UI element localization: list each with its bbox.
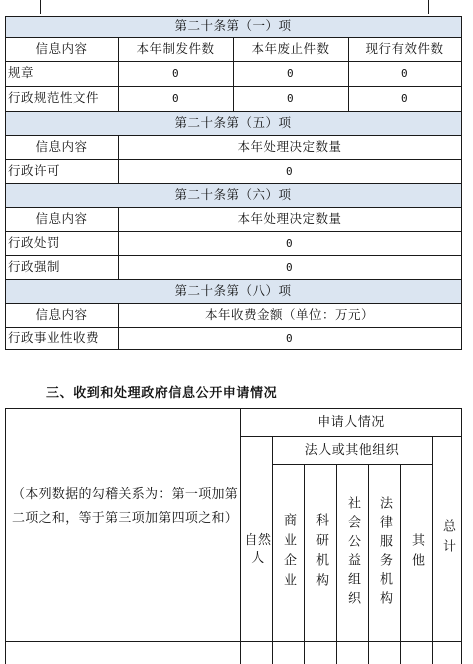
grid-h [5, 303, 462, 304]
lower-grid-v [432, 436, 433, 664]
lower-grid-v [336, 464, 337, 664]
section1-row1-label: 规章 [8, 65, 35, 81]
section1-row1-abolished: 0 [286, 67, 295, 80]
legal-org-header: 法人或其他组织 [304, 442, 400, 458]
grid-v [118, 207, 119, 279]
grid-h [5, 183, 462, 184]
other-header [400, 464, 432, 641]
section1-header-valid: 现行有效件数 [365, 40, 444, 56]
grid-v-outer-left [5, 16, 6, 350]
grid-v [233, 37, 234, 111]
grid-v-outer-right [461, 16, 462, 350]
top-strip-left [40, 0, 41, 14]
grid-h [5, 207, 462, 208]
section6-header-count: 本年处理决定数量 [237, 210, 342, 226]
total-header-text: 总计 [440, 518, 455, 559]
section1-header-issued: 本年制发件数 [136, 40, 215, 56]
natural-person-header: 自然人 [244, 533, 272, 566]
part3-heading: 三、收到和处理政府信息公开申请情况 [46, 386, 278, 401]
lower-grid-v-left [5, 408, 6, 664]
grid-v [348, 37, 349, 111]
section6-row1-value: 0 [285, 236, 294, 250]
section5-row1-label: 行政许可 [8, 162, 61, 178]
section8-row1-value: 0 [285, 331, 294, 345]
section5-header-count: 本年处理决定数量 [237, 138, 342, 154]
section1-row2-valid: 0 [400, 92, 409, 105]
section8-header-content: 信息内容 [35, 306, 88, 322]
section6-row2-value: 0 [285, 260, 294, 274]
social-header [336, 464, 368, 641]
lower-grid-v-right [461, 408, 462, 664]
part3-note: （本列数据的勾稽关系为：第一项加第二项之和，等于第三项加第四项之和） [12, 487, 239, 526]
research-header-text: 科研机构 [313, 512, 328, 593]
grid-h [5, 349, 462, 350]
section1-row2-label: 行政规范性文件 [8, 90, 100, 106]
section6-title: 第二十条第（六）项 [174, 186, 292, 202]
section1-row1-valid: 0 [400, 67, 409, 80]
section5-row1-value: 0 [285, 164, 294, 178]
grid-v [118, 37, 119, 111]
research-header [304, 464, 336, 641]
legal-service-header-text: 法律服务机构 [377, 495, 392, 610]
section6-row2-label: 行政强制 [8, 258, 61, 274]
grid-h [5, 255, 462, 256]
lower-grid-v [304, 464, 305, 664]
grid-h [5, 327, 462, 328]
section8-title: 第二十条第（八）项 [174, 282, 292, 298]
total-header [432, 436, 462, 641]
section1-row2-issued: 0 [171, 92, 180, 105]
social-header-text: 社会公益组织 [345, 495, 360, 610]
lower-grid-bottom [5, 641, 462, 642]
section6-header-content: 信息内容 [35, 210, 88, 226]
lower-grid-v [368, 464, 369, 664]
lower-grid-v [240, 408, 241, 664]
grid-h [5, 159, 462, 160]
grid-h [5, 135, 462, 136]
section1-row1-issued: 0 [171, 67, 180, 80]
lower-grid-h [272, 464, 432, 465]
lower-grid-h [240, 436, 462, 437]
applicant-header: 申请人情况 [317, 414, 385, 430]
section5-header-content: 信息内容 [35, 138, 88, 154]
section1-row2-abolished: 0 [286, 92, 295, 105]
lower-grid-top [5, 408, 462, 409]
lower-grid-v [272, 436, 273, 664]
top-strip-right [428, 0, 429, 14]
section1-header-abolished: 本年废止件数 [251, 40, 330, 56]
grid-h [5, 111, 462, 112]
grid-h [5, 231, 462, 232]
commercial-header [272, 464, 304, 641]
section5-title: 第二十条第（五）项 [174, 114, 292, 130]
commercial-header-text: 商业企业 [281, 512, 296, 593]
section1-header-content: 信息内容 [35, 40, 88, 56]
grid-h [5, 279, 462, 280]
section1-title: 第二十条第（一）项 [174, 18, 292, 34]
section8-row1-label: 行政事业性收费 [8, 329, 100, 345]
lower-grid-v [400, 464, 401, 664]
grid-v [118, 303, 119, 349]
section6-row1-label: 行政处罚 [8, 234, 61, 250]
grid-v [118, 135, 119, 183]
other-header-text: 其他 [409, 532, 424, 573]
legal-service-header [368, 464, 400, 641]
grid-h [5, 16, 462, 17]
section8-header-amount: 本年收费金额（单位：万元） [204, 306, 374, 322]
